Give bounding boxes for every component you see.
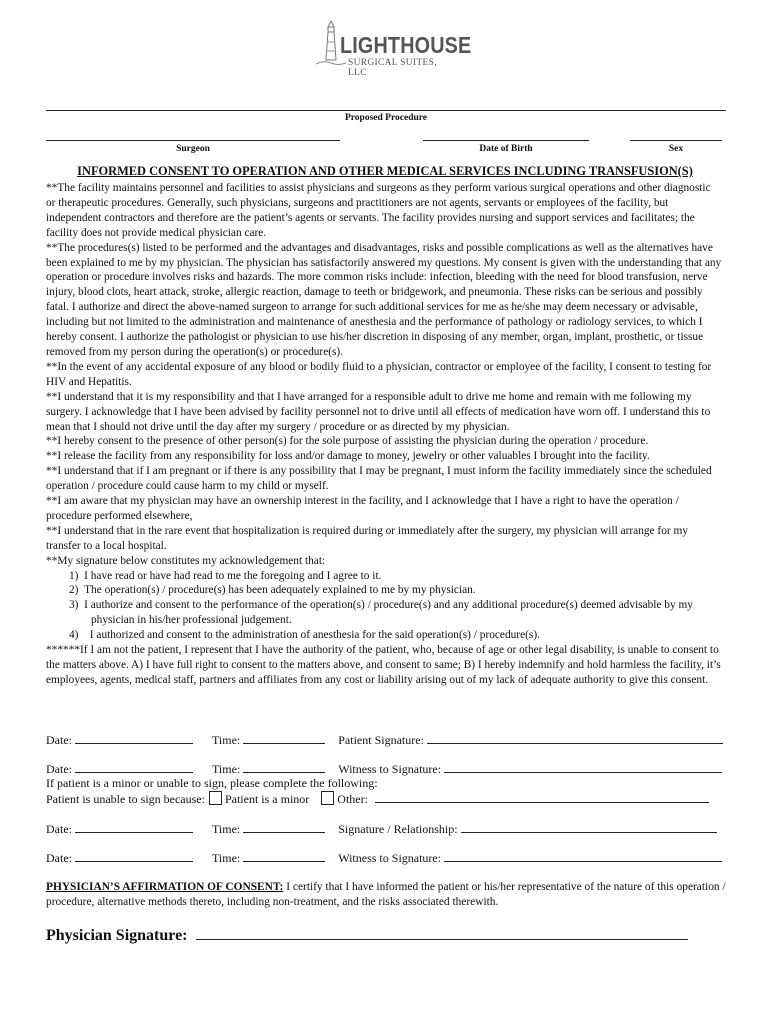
witness-signature-field[interactable]: [444, 850, 722, 862]
date-label: Date:: [46, 733, 72, 747]
witness-label: Witness to Signature:: [338, 851, 442, 865]
patient-signature-label: Patient Signature:: [338, 733, 424, 747]
list-item: 4) I authorized and consent to the administration of anesthesia for the said operation(s) / procedure(s).: [69, 629, 540, 642]
date-of-birth-label: Date of Birth: [479, 144, 533, 154]
physician-signature-row: [46, 925, 688, 945]
signature-row-patient: [46, 732, 723, 748]
paragraph-hospitalization: **I understand that in the rare event that hospitalization is required during or immediately after the surgery, my physician will arrange for my transfer to a local hospital.: [46, 524, 688, 552]
witness-signature-field[interactable]: [444, 761, 722, 773]
unable-label: Patient is unable to sign because:: [46, 792, 205, 806]
unable-to-sign-row: [46, 791, 709, 807]
signature-row-witness-2: [46, 850, 722, 866]
paragraph-risks: **The procedures(s) listed to be performed and the advantages and disadvantages, risks and possible complications as well as the alternatives have been explained to me by my physician. The physician has satisfactorily answered my questions. My consent is given with the understanding that any operation or procedure involves risks and hazards. The more common risks include: infection, bleeding with the need for blood transfusion, nerve injury, blood clots, heart attack, stroke, allergic reaction, damage to teeth or bridgework, and pneumonia. These risks can be serious and possibly fatal. I authorize and direct the above-named surgeon to arrange for such additional services for me as he/she may deem necessary or advisable, including but not limited to the administration and maintenance of anesthesia and the performance of pathology or radiology services, to which I hereby consent. I authorize the pathologist or physician to use his/her discretion in disposing of any member, organ, implant, prosthetic, or tissue removed from my person during the operation(s) or procedure(s).: [46, 241, 722, 358]
company-logo: [316, 18, 472, 78]
date-field[interactable]: [75, 850, 193, 862]
signature-row-witness: [46, 761, 722, 777]
minor-checkbox[interactable]: [209, 791, 222, 805]
time-label: Time:: [212, 851, 241, 865]
date-label: Date:: [46, 762, 72, 776]
paragraph-driving: **I understand that it is my responsibility and that I have arranged for a responsible adult to drive me home and remain with me following my surgery. I acknowledge that I have been advised by facility personnel not to drive until all effects of medication have worn off. I understand this to mean that I should not drive until the day after my surgery / procedure or as directed by my physician.: [46, 390, 711, 433]
date-label: Date:: [46, 822, 72, 836]
time-field[interactable]: [243, 732, 325, 744]
signature-row-relationship: [46, 821, 717, 837]
logo-subtitle: SURGICAL SUITES, LLC: [348, 58, 437, 78]
date-field[interactable]: [75, 761, 193, 773]
other-option-label: Other:: [337, 792, 368, 806]
list-item: 2) The operation(s) / procedure(s) has been adequately explained to me by my physician.: [69, 584, 476, 597]
time-field[interactable]: [243, 850, 325, 862]
surgeon-label: Surgeon: [176, 144, 210, 154]
witness-label: Witness to Signature:: [338, 762, 442, 776]
consent-body: [46, 181, 722, 688]
paragraph-presence: **I hereby consent to the presence of other person(s) for the sole purpose of assisting the physician during the operation / procedure.: [46, 435, 649, 448]
date-field[interactable]: [75, 821, 193, 833]
other-checkbox[interactable]: [321, 791, 334, 805]
paragraph-exposure: **In the event of any accidental exposure of any blood or bodily fluid to a physician, contractor or employee of the facility, I consent to testing for HIV and Hepatitis.: [46, 360, 712, 388]
patient-signature-field[interactable]: [427, 732, 723, 744]
document-title: INFORMED CONSENT TO OPERATION AND OTHER MEDICAL SERVICES INCLUDING TRANSFUSION(S): [77, 164, 693, 178]
paragraph-valuables: **I release the facility from any responsibility for loss and/or damage to money, jewelry or other valuables I brought into the facility.: [46, 450, 650, 463]
paragraph-pregnancy: **I understand that if I am pregnant or if there is any possibility that I may be pregnant, I must inform the facility immediately since the scheduled operation / procedure could cause harm to my child or myself.: [46, 465, 712, 493]
paragraph-authority: ******If I am not the patient, I represent that I have the authority of the patient, who, because of age or other legal disability, is unable to consent to the matters above. A) I have full right to consent to the matters above, and consent to same; B) I hereby indemnify and hold harmless the facility, it’s employees, agents, medical staff, partners and affiliates from any cost or liability arising out of my lack of adequate authority to give this consent.: [46, 644, 721, 686]
list-item: 1) I have read or have had read to me the foregoing and I agree to it.: [69, 569, 382, 582]
date-of-birth-field[interactable]: [423, 140, 589, 141]
date-field[interactable]: [75, 732, 193, 744]
logo-wordmark: LIGHTHOUSE: [340, 32, 472, 58]
sex-field[interactable]: [630, 140, 722, 141]
minor-note: If patient is a minor or unable to sign, please complete the following:: [46, 776, 378, 790]
list-item: 3) I authorize and consent to the performance of the operation(s) / procedure(s) and any additional procedure(s) deemed advisable by my physician in his/her professional judgement.: [69, 599, 693, 627]
surgeon-field[interactable]: [46, 140, 340, 141]
relationship-signature-field[interactable]: [461, 821, 717, 833]
relationship-label: Signature / Relationship:: [338, 822, 458, 836]
proposed-procedure-label: Proposed Procedure: [344, 113, 428, 123]
affirmation-heading: PHYSICIAN’S AFFIRMATION OF CONSENT:: [46, 881, 284, 893]
paragraph-facility: **The facility maintains personnel and facilities to assist physicians and surgeons as they perform various surgical operations and other diagnostic or therapeutic procedures. Generally, such physicians, surgeons and practitioners are not agents, servants or employees of the facility, but independent contractors and therefore are the patient’s agents or servants. The facility provides nursing and support services and facilitates; the facility does not provide medical physician care.: [46, 182, 711, 239]
date-label: Date:: [46, 851, 72, 865]
minor-option-label: Patient is a minor: [224, 792, 310, 806]
other-reason-field[interactable]: [375, 791, 709, 803]
proposed-procedure-field[interactable]: [46, 110, 726, 111]
physician-signature-field[interactable]: [196, 925, 688, 940]
paragraph-acknowledgement: **My signature below constitutes my acknowledgement that:: [46, 554, 326, 567]
sex-label: Sex: [668, 144, 684, 154]
physician-signature-label: Physician Signature:: [46, 927, 188, 944]
time-field[interactable]: [243, 761, 325, 773]
paragraph-ownership: **I am aware that my physician may have an ownership interest in the facility, and I acknowledge that I have a right to have the operation / procedure performed elsewhere,: [46, 495, 679, 522]
time-field[interactable]: [243, 821, 325, 833]
time-label: Time:: [212, 762, 241, 776]
time-label: Time:: [212, 822, 241, 836]
physician-affirmation: [46, 880, 726, 910]
time-label: Time:: [212, 733, 241, 747]
affirmation-text: I certify that I have informed the patient or his/her representative of the nature of this operation / procedure, alternative methods thereto, including non-treatment, and the risks associated therewith.: [46, 881, 726, 908]
